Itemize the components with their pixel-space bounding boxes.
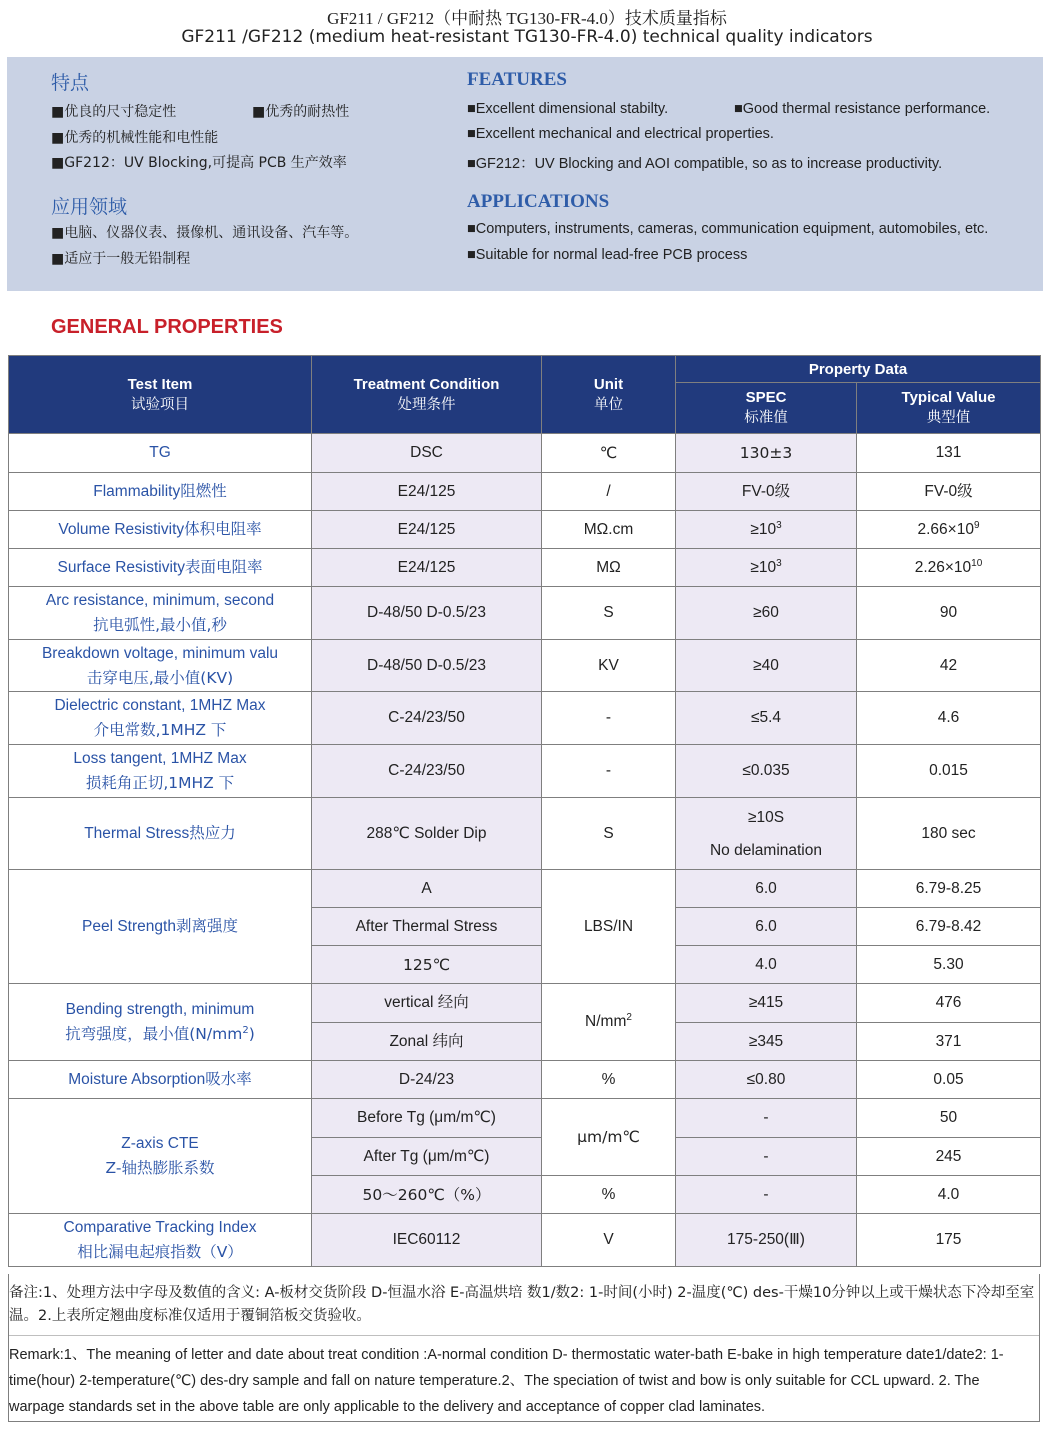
unit: S [542,587,676,640]
spec-value: 175-250(Ⅲ) [676,1214,857,1267]
table-row [9,640,1041,692]
treatment-condition: 50～260℃（%） [312,1176,542,1214]
feature-cn-3: ■GF212：UV Blocking,可提高 PCB 生产效率 [51,155,347,171]
spec-value: 130±3 [676,434,857,473]
test-item: Arc resistance, minimum, second 抗电弧性,最小值,秒 [9,587,312,640]
typical-value: 0.015 [857,745,1041,798]
unit: S [542,798,676,870]
typical-value: 476 [857,984,1041,1023]
treatment-condition: D-48/50 D-0.5/23 [312,587,542,640]
applications-heading-en: APPLICATIONS [467,191,610,212]
remark-divider [9,1335,1039,1336]
unit: / [542,473,676,511]
table-row [9,549,1041,587]
treatment-condition: E24/125 [312,549,542,587]
treatment-condition: After Thermal Stress [312,908,542,946]
test-item: Flammability阻燃性 [9,473,312,511]
test-item: Volume Resistivity体积电阻率 [9,511,312,549]
treatment-condition: DSC [312,434,542,473]
test-item: Breakdown voltage, minimum valu 击穿电压,最小值(KV) [9,640,312,692]
table-row [9,1214,1041,1267]
application-en-2: ■Suitable for normal lead-free PCB process [467,247,748,263]
table-row [9,745,1041,798]
properties-table [8,355,1041,1267]
features-panel [7,57,1043,291]
typical-value: 90 [857,587,1041,640]
spec-value: ≥345 [676,1023,857,1061]
treatment-condition: E24/125 [312,511,542,549]
table-row [9,870,1041,908]
spec-value: ≥60 [676,587,857,640]
treatment-condition: Zonal 纬向 [312,1023,542,1061]
table-row [9,1099,1041,1138]
applications-heading-cn: 应用领域 [51,196,128,218]
typical-value: 180 sec [857,798,1041,870]
spec-value: - [676,1099,857,1138]
header-unit: Unit 单位 [542,356,676,434]
typical-value: $2.66\times 10^9$ [857,511,1041,549]
typical-value: 6.79-8.25 [857,870,1041,908]
table-row [9,692,1041,745]
treatment-condition: D-24/23 [312,1061,542,1099]
treatment-condition: vertical 经向 [312,984,542,1023]
typical-value: $2.26\times 10^{10}$ [857,549,1041,587]
application-cn-2: ■适应于一般无铅制程 [51,251,191,267]
feature-en-1b: ■Good thermal resistance performance. [734,101,991,117]
spec-value: 6.0 [676,908,857,946]
application-cn-1: ■电脑、仪器仪表、摄像机、通讯设备、汽车等。 [51,225,359,241]
treatment-condition: D-48/50 D-0.5/23 [312,640,542,692]
spec-value: - [676,1176,857,1214]
treatment-condition: E24/125 [312,473,542,511]
table-row [9,587,1041,640]
feature-en-1a: ■Excellent dimensional stabilty. [467,101,669,117]
spec-value: ≥40 [676,640,857,692]
typical-value: 42 [857,640,1041,692]
treatment-condition: C-24/23/50 [312,745,542,798]
treatment-condition: After Tg (μm/m℃) [312,1138,542,1176]
unit: μm/m℃ [542,1099,676,1176]
typical-value: 6.79-8.42 [857,908,1041,946]
treatment-condition: IEC60112 [312,1214,542,1267]
typical-value: 4.0 [857,1176,1041,1214]
treatment-condition: 288℃ Solder Dip [312,798,542,870]
spec-value: ≤0.035 [676,745,857,798]
unit: - [542,692,676,745]
spec-value: $\ge 10^3$ [676,511,857,549]
feature-en-3: ■GF212：UV Blocking and AOI compatible, so as to increase productivity. [467,156,943,172]
features-heading-cn: 特点 [51,72,90,94]
treatment-condition: A [312,870,542,908]
unit: % [542,1061,676,1099]
typical-value: 175 [857,1214,1041,1267]
test-item: Surface Resistivity表面电阻率 [9,549,312,587]
typical-value: 245 [857,1138,1041,1176]
test-item: Dielectric constant, 1MHZ Max 介电常数,1MHZ 下 [9,692,312,745]
unit: ℃ [542,434,676,473]
typical-value: 4.6 [857,692,1041,745]
table-row [9,434,1041,473]
header-property-data: Property Data [676,356,1041,383]
test-item: Z-axis CTE Z-轴热膨胀系数 [9,1099,312,1214]
unit: LBS/IN [542,870,676,984]
spec-value: $\ge 10^3$ [676,549,857,587]
unit: MΩ [542,549,676,587]
remarks-box [8,1274,1040,1422]
table-row [9,1061,1041,1099]
spec-value: ≤0.80 [676,1061,857,1099]
table-row [9,473,1041,511]
spec-value: ≤5.4 [676,692,857,745]
spec-value: ≥415 [676,984,857,1023]
feature-cn-1b: ■优秀的耐热性 [252,104,350,120]
typical-value: 131 [857,434,1041,473]
unit: V [542,1214,676,1267]
unit: MΩ.cm [542,511,676,549]
feature-cn-1a: ■优良的尺寸稳定性 [51,104,177,120]
general-properties-title: GENERAL PROPERTIES [51,316,283,338]
table-row [9,984,1041,1023]
unit: KV [542,640,676,692]
typical-value: 371 [857,1023,1041,1061]
unit: $N/mm^2$ [542,984,676,1061]
page-title-en: GF211 /GF212 (medium heat-resistant TG130-FR-4.0) technical quality indicators [181,27,873,47]
test-item: Thermal Stress热应力 [9,798,312,870]
typical-value: 5.30 [857,946,1041,984]
table-row [9,798,1041,870]
test-item: TG [9,434,312,473]
spec-value: 6.0 [676,870,857,908]
features-heading-en: FEATURES [467,69,567,90]
remark-cn: 备注:1、处理方法中字母及数值的含义: A-板材交货阶段 D-恒温水浴 E-高温烘培 数1/数2: 1-时间(小时) 2-温度(℃) des-干燥10分钟以上或干燥状态下冷却至室温。2.上表所定翘曲度标准仅适用于覆铜箔板交货验收。 [9,1285,1035,1324]
header-spec: SPEC 标准值 [676,383,857,434]
test-item: Moisture Absorption吸水率 [9,1061,312,1099]
test-item: Bending strength, minimum 抗弯强度，最小值$(N/mm^2)$ [9,984,312,1061]
treatment-condition: Before Tg (μm/m℃) [312,1099,542,1138]
treatment-condition: 125℃ [312,946,542,984]
unit: - [542,745,676,798]
test-item: Comparative Tracking Index 相比漏电起痕指数（V） [9,1214,312,1267]
unit: % [542,1176,676,1214]
test-item: Loss tangent, 1MHZ Max 损耗角正切,1MHZ 下 [9,745,312,798]
spec-value: ≥10S No delamination [676,798,857,870]
spec-value: 4.0 [676,946,857,984]
application-en-1: ■Computers, instruments, cameras, communication equipment, automobiles, etc. [467,221,989,237]
treatment-condition: C-24/23/50 [312,692,542,745]
header-test-item: Test Item 试验项目 [9,356,312,434]
header-treatment: Treatment Condition 处理条件 [312,356,542,434]
header-typical: Typical Value 典型值 [857,383,1041,434]
remark-en: Remark:1、The meaning of letter and date about treat condition :A-normal condition D- thermostatic water-bath E-bake in high temperature date1/date2: 1-time(hour) 2-temperature(℃) des-dry sample and fall on nature temperature.2、The speciation of twist and bow is only suitable for CCL upward. 2. The warpage standards set in the above table are only applicable to the delivery and acceptance of copper clad laminates. [9,1347,1004,1415]
test-item: Peel Strength剥离强度 [9,870,312,984]
page-title-cn: GF211 / GF212（中耐热 TG130-FR-4.0）技术质量指标 [327,9,727,28]
typical-value: 50 [857,1099,1041,1138]
feature-en-2: ■Excellent mechanical and electrical properties. [467,126,774,142]
table-row [9,511,1041,549]
typical-value: 0.05 [857,1061,1041,1099]
spec-value: FV-0级 [676,473,857,511]
spec-value: - [676,1138,857,1176]
typical-value: FV-0级 [857,473,1041,511]
feature-cn-2: ■优秀的机械性能和电性能 [51,130,219,146]
